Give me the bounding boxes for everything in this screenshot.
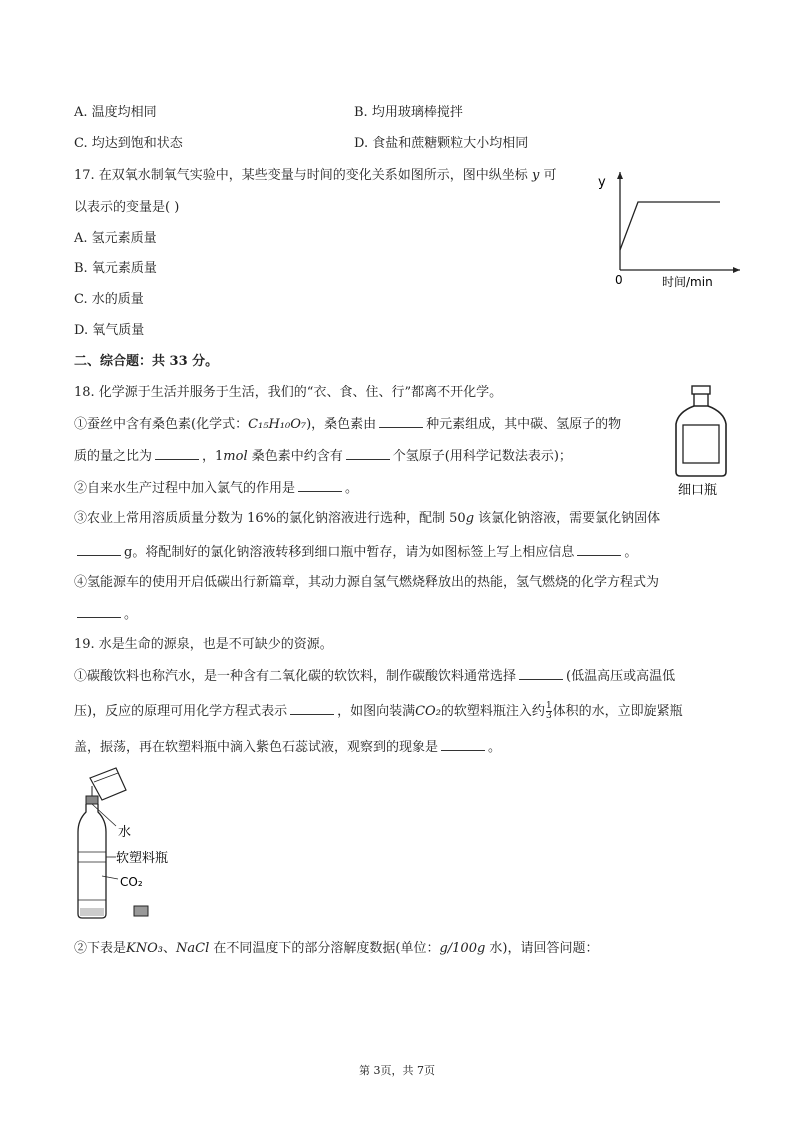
q18-p4-text-a: ③农业上常用溶质质量分数为 16%的氯化钠溶液进行选种，配制 50 [74,511,466,526]
q18-p2-text-a: 质的量之比为 [74,449,153,464]
q17-option-b: B. 氧元素质量 [74,261,157,276]
bottle-cap-loose-icon [134,906,148,916]
q18-p1-text-a: ①蚕丝中含有桑色素(化学式： [74,417,249,432]
q18-p5-end: 。 [624,545,638,560]
solubility-unit: g/100g [439,941,486,956]
answer-blank [77,543,121,556]
y-axis-arrow-icon [617,172,623,179]
q16-option-b: B. 均用玻璃棒搅拌 [354,105,463,120]
q19-p2-text-d: 体积的水，立即旋紧瓶 [552,704,683,719]
q17-stem-line1 [74,167,556,185]
narrow-mouth-bottle-figure [668,380,734,498]
graph-origin-label: 0 [615,273,623,287]
q17-option-d: D. 氧气质量 [74,323,145,338]
graph-x-label: 时间/min [662,275,713,289]
q18-p7-end: 。 [124,607,138,622]
answer-blank [290,702,334,715]
q18-p2-text-c: 桑色素中约含有 [247,449,343,464]
soft-plastic-bottle-figure [66,766,216,926]
one-third-fraction [546,702,552,721]
q17-stem-line2: 以表示的变量是( ) [74,200,180,215]
q18-p1-text-c: 种元素组成，其中碳、氢原子的物 [426,417,622,432]
beaker-icon [90,768,126,800]
q19-part2 [74,940,599,958]
bottle-caption: 细口瓶 [678,483,718,498]
q17-y-symbol: y [531,168,540,183]
q18-p2-text-d: 个氢原子(用科学记数法表示)； [392,449,572,464]
q18-part4-line1: ④氢能源车的使用开启低碳出行新篇章，其动力源自氢气燃烧释放出的热能，氢气燃烧的化学方程式为 [74,575,660,590]
q18-p3-text: ②自来水生产过程中加入氯气的作用是 [74,481,296,496]
q19-stem: 19. 水是生命的源泉，也是不可缺少的资源。 [74,637,333,652]
q17-option-a: A. 氢元素质量 [74,231,157,246]
answer-blank [298,479,342,492]
q19-p4-text-d: 水)，请回答问题： [485,941,599,956]
q19-part1-line1 [74,667,675,686]
co2-pointer [102,876,118,879]
graph-y-label: y [598,175,606,190]
q19-p3-end: 。 [488,740,502,755]
bottle-neck [694,394,708,406]
q17-stem-end: 可 [543,168,557,183]
q19-p1-text-b: (低温高压或高温低 [566,669,676,684]
bottle-label [683,425,719,463]
q18-part4-line2 [74,605,137,624]
q18-mol-unit: mol [223,449,248,464]
answer-blank [519,667,563,680]
co2-label: CO₂ [120,875,143,889]
answer-blank [441,738,485,751]
answer-blank [346,447,390,460]
q18-p3-end: 。 [345,481,359,496]
answer-blank [379,415,423,428]
answer-blank [77,605,121,618]
q16-option-d: D. 食盐和蔗糖颗粒大小均相同 [354,136,529,151]
answer-blank [155,447,199,460]
q17-graph [590,168,750,290]
q18-part2 [74,479,358,498]
q19-p2-text-a: 压)，反应的原理可用化学方程式表示 [74,704,288,719]
q18-p1-text-b: )，桑色素由 [306,417,377,432]
q17-stem-text: 17. 在双氧水制氧气实验中，某些变量与时间的变化关系如图所示，图中纵坐标 [74,168,528,183]
fraction-numerator: 1 [545,701,552,711]
q18-part1-line1 [74,415,621,434]
q19-part1-line3 [74,738,501,757]
nacl-formula: NaCl [176,941,210,956]
q19-p2-text-b: ，如图向装满 [337,704,416,719]
bottle-stopper [692,386,710,394]
q16-option-a: A. 温度均相同 [74,105,157,120]
q19-co2-formula: CO₂ [415,704,441,719]
section-heading: 二、综合题：共 33 分。 [74,354,219,369]
q19-p4-text-a: ②下表是 [74,941,127,956]
q19-p4-text-c: 在不同温度下的部分溶解度数据(单位： [209,941,440,956]
q19-p2-text-c: 的软塑料瓶注入约 [440,704,545,719]
q17-option-c: C. 水的质量 [74,292,144,307]
q18-formula: C₁₅H₁₀O₇ [248,417,307,432]
bottle-base-shade [80,908,104,916]
q18-part1-line2 [74,447,572,466]
answer-blank [577,543,621,556]
q18-g-unit: g [465,511,475,526]
q18-part3-line2 [74,543,637,562]
q18-p5-text: g。将配制好的氯化钠溶液转移到细口瓶中暂存，请为如图标签上写上相应信息 [124,545,575,560]
water-label: 水 [118,825,132,840]
q18-p4-text-b: 该氯化钠溶液，需要氯化钠固体 [474,511,661,526]
plastic-bottle-body [78,804,106,918]
kno3-formula: KNO₃ [126,941,163,956]
fraction-denominator: 3 [545,711,552,721]
q18-part3-line1 [74,510,660,528]
page-footer: 第 3页，共 7页 [359,1064,435,1077]
q16-option-c: C. 均达到饱和状态 [74,136,183,151]
q19-part1-line2 [74,702,683,721]
q19-p4-text-b: 、 [162,941,176,956]
graph-curve [620,202,720,250]
x-axis-arrow-icon [733,267,740,273]
q18-p2-text-b: ，1 [202,449,224,464]
q18-stem: 18. 化学源于生活并服务于生活，我们的“衣、食、住、行”都离不开化学。 [74,385,503,400]
q19-p1-text-a: ①碳酸饮料也称汽水，是一种含有二氧化碳的软饮料，制作碳酸饮料通常选择 [74,669,517,684]
q19-p3-text: 盖，振荡，再在软塑料瓶中滴入紫色石蕊试液，观察到的现象是 [74,740,439,755]
soft-bottle-label: 软塑料瓶 [116,851,169,866]
bottle-cap [86,796,98,804]
